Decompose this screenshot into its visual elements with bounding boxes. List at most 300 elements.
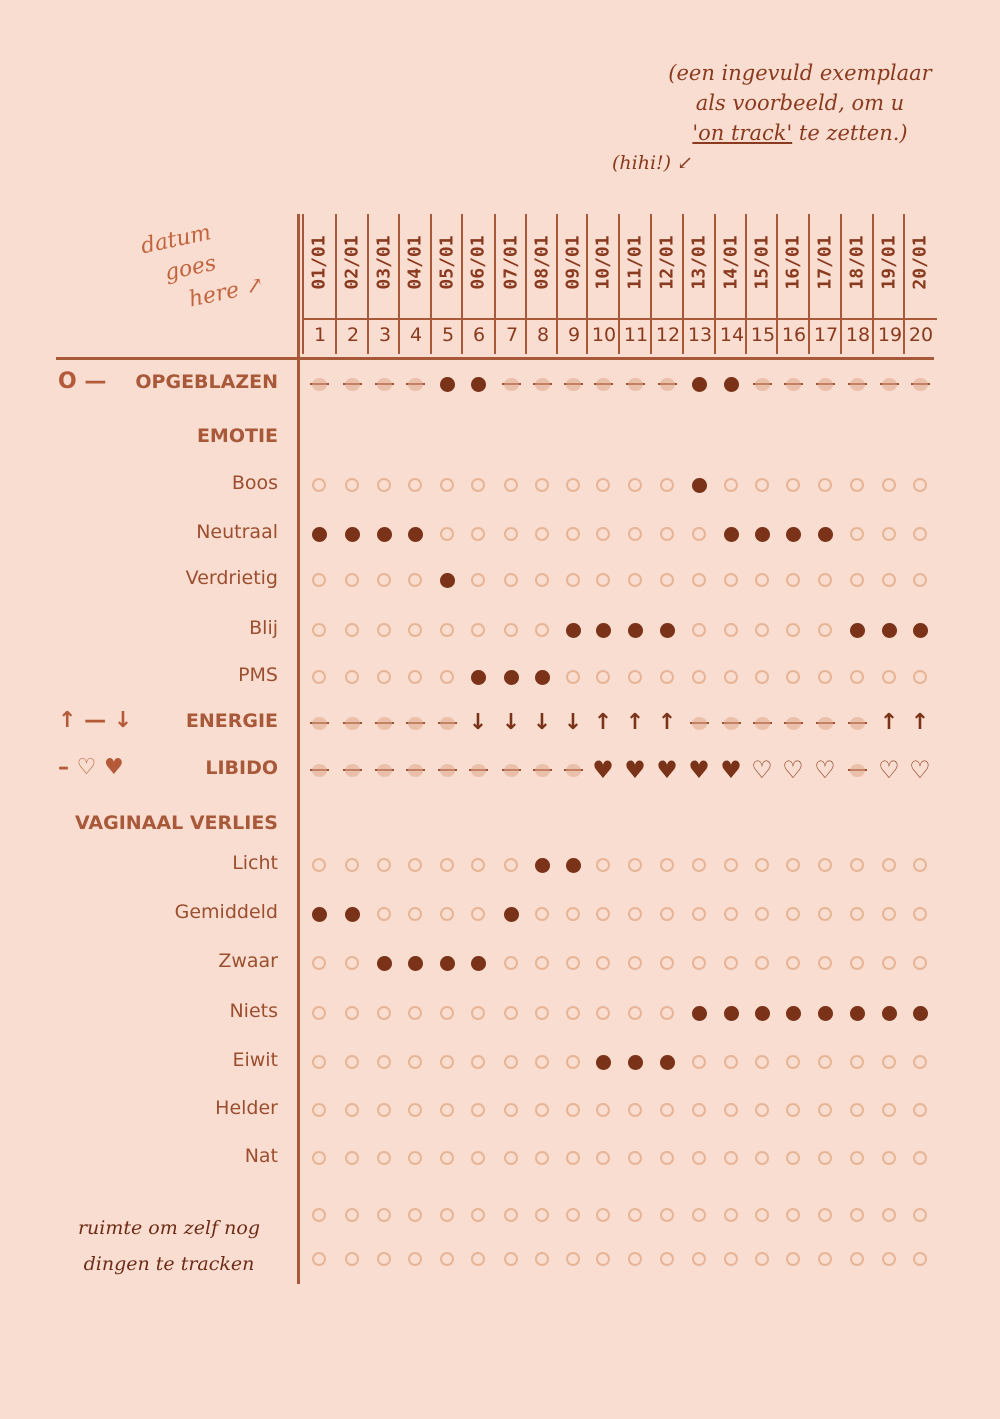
empty-dot-cell[interactable]: [468, 1205, 488, 1225]
empty-dot-cell[interactable]: [563, 904, 583, 924]
empty-dot-cell[interactable]: [532, 1249, 552, 1269]
empty-dot-cell[interactable]: [374, 1148, 394, 1168]
arrow-up-cell[interactable]: [593, 710, 613, 735]
empty-dot-cell[interactable]: [910, 667, 930, 687]
dash-cell[interactable]: [847, 760, 867, 780]
filled-dot-cell[interactable]: [847, 1003, 867, 1023]
empty-dot-cell[interactable]: [689, 570, 709, 590]
empty-dot-cell[interactable]: [879, 1249, 899, 1269]
empty-dot-cell[interactable]: [468, 475, 488, 495]
empty-dot-cell[interactable]: [721, 620, 741, 640]
empty-dot-cell[interactable]: [309, 1205, 329, 1225]
empty-dot-cell[interactable]: [374, 475, 394, 495]
dash-cell[interactable]: [752, 713, 772, 733]
empty-dot-cell[interactable]: [721, 475, 741, 495]
empty-dot-cell[interactable]: [847, 1205, 867, 1225]
empty-dot-cell[interactable]: [847, 1249, 867, 1269]
filled-dot-cell[interactable]: [563, 620, 583, 640]
empty-dot-cell[interactable]: [374, 1205, 394, 1225]
arrow-down-cell[interactable]: [563, 710, 583, 735]
dash-cell[interactable]: [309, 374, 329, 394]
empty-heart-cell[interactable]: [782, 756, 804, 784]
filled-dot-cell[interactable]: [657, 620, 677, 640]
filled-heart-cell[interactable]: [688, 756, 710, 784]
empty-dot-cell[interactable]: [910, 904, 930, 924]
empty-dot-cell[interactable]: [752, 1052, 772, 1072]
filled-dot-cell[interactable]: [625, 620, 645, 640]
empty-dot-cell[interactable]: [468, 1003, 488, 1023]
filled-dot-cell[interactable]: [752, 524, 772, 544]
empty-dot-cell[interactable]: [374, 1003, 394, 1023]
filled-heart-cell[interactable]: [656, 756, 678, 784]
empty-dot-cell[interactable]: [847, 475, 867, 495]
arrow-up-cell[interactable]: [910, 710, 930, 735]
empty-dot-cell[interactable]: [532, 1003, 552, 1023]
empty-dot-cell[interactable]: [657, 904, 677, 924]
filled-dot-cell[interactable]: [847, 620, 867, 640]
empty-dot-cell[interactable]: [593, 1249, 613, 1269]
dash-cell[interactable]: [501, 374, 521, 394]
empty-dot-cell[interactable]: [563, 475, 583, 495]
empty-dot-cell[interactable]: [593, 1003, 613, 1023]
empty-dot-cell[interactable]: [405, 667, 425, 687]
dash-cell[interactable]: [342, 374, 362, 394]
empty-dot-cell[interactable]: [721, 1148, 741, 1168]
empty-dot-cell[interactable]: [532, 570, 552, 590]
dash-cell[interactable]: [815, 713, 835, 733]
empty-dot-cell[interactable]: [657, 475, 677, 495]
empty-dot-cell[interactable]: [879, 667, 899, 687]
empty-dot-cell[interactable]: [309, 570, 329, 590]
empty-dot-cell[interactable]: [879, 1148, 899, 1168]
empty-dot-cell[interactable]: [501, 1249, 521, 1269]
empty-dot-cell[interactable]: [721, 904, 741, 924]
empty-dot-cell[interactable]: [910, 953, 930, 973]
filled-dot-cell[interactable]: [374, 953, 394, 973]
empty-dot-cell[interactable]: [625, 953, 645, 973]
empty-dot-cell[interactable]: [437, 904, 457, 924]
empty-dot-cell[interactable]: [657, 570, 677, 590]
empty-dot-cell[interactable]: [405, 1100, 425, 1120]
empty-dot-cell[interactable]: [752, 855, 772, 875]
filled-dot-cell[interactable]: [437, 570, 457, 590]
empty-dot-cell[interactable]: [783, 667, 803, 687]
empty-dot-cell[interactable]: [721, 1249, 741, 1269]
empty-dot-cell[interactable]: [879, 904, 899, 924]
empty-dot-cell[interactable]: [657, 524, 677, 544]
filled-dot-cell[interactable]: [879, 1003, 899, 1023]
empty-dot-cell[interactable]: [783, 620, 803, 640]
empty-dot-cell[interactable]: [910, 1100, 930, 1120]
dash-cell[interactable]: [563, 760, 583, 780]
empty-dot-cell[interactable]: [847, 1052, 867, 1072]
empty-dot-cell[interactable]: [405, 1249, 425, 1269]
dash-cell[interactable]: [910, 374, 930, 394]
dash-cell[interactable]: [374, 374, 394, 394]
empty-dot-cell[interactable]: [879, 1100, 899, 1120]
empty-dot-cell[interactable]: [689, 1148, 709, 1168]
empty-dot-cell[interactable]: [783, 904, 803, 924]
empty-dot-cell[interactable]: [752, 570, 772, 590]
dash-cell[interactable]: [847, 713, 867, 733]
filled-dot-cell[interactable]: [374, 524, 394, 544]
empty-heart-cell[interactable]: [751, 756, 773, 784]
empty-dot-cell[interactable]: [593, 667, 613, 687]
empty-dot-cell[interactable]: [593, 570, 613, 590]
filled-dot-cell[interactable]: [689, 1003, 709, 1023]
dash-cell[interactable]: [657, 374, 677, 394]
dash-cell[interactable]: [879, 374, 899, 394]
dash-cell[interactable]: [752, 374, 772, 394]
empty-dot-cell[interactable]: [563, 953, 583, 973]
empty-dot-cell[interactable]: [468, 570, 488, 590]
filled-heart-cell[interactable]: [624, 756, 646, 784]
empty-dot-cell[interactable]: [815, 1249, 835, 1269]
empty-dot-cell[interactable]: [752, 475, 772, 495]
empty-dot-cell[interactable]: [815, 1205, 835, 1225]
empty-dot-cell[interactable]: [342, 1003, 362, 1023]
empty-dot-cell[interactable]: [783, 855, 803, 875]
empty-dot-cell[interactable]: [374, 855, 394, 875]
empty-dot-cell[interactable]: [437, 1148, 457, 1168]
empty-dot-cell[interactable]: [689, 953, 709, 973]
empty-dot-cell[interactable]: [374, 667, 394, 687]
filled-dot-cell[interactable]: [405, 953, 425, 973]
dash-cell[interactable]: [405, 374, 425, 394]
empty-dot-cell[interactable]: [563, 1205, 583, 1225]
empty-heart-cell[interactable]: [909, 756, 931, 784]
empty-dot-cell[interactable]: [783, 1249, 803, 1269]
empty-dot-cell[interactable]: [721, 855, 741, 875]
filled-dot-cell[interactable]: [563, 855, 583, 875]
filled-dot-cell[interactable]: [501, 904, 521, 924]
filled-dot-cell[interactable]: [783, 524, 803, 544]
empty-dot-cell[interactable]: [342, 475, 362, 495]
arrow-down-cell[interactable]: [468, 710, 488, 735]
empty-dot-cell[interactable]: [563, 1003, 583, 1023]
empty-dot-cell[interactable]: [910, 524, 930, 544]
empty-dot-cell[interactable]: [689, 1205, 709, 1225]
empty-dot-cell[interactable]: [532, 953, 552, 973]
empty-dot-cell[interactable]: [501, 1052, 521, 1072]
dash-cell[interactable]: [468, 760, 488, 780]
empty-dot-cell[interactable]: [657, 1148, 677, 1168]
filled-dot-cell[interactable]: [815, 1003, 835, 1023]
empty-dot-cell[interactable]: [309, 667, 329, 687]
empty-dot-cell[interactable]: [374, 1100, 394, 1120]
empty-dot-cell[interactable]: [593, 953, 613, 973]
empty-dot-cell[interactable]: [342, 1205, 362, 1225]
empty-dot-cell[interactable]: [879, 475, 899, 495]
empty-dot-cell[interactable]: [593, 855, 613, 875]
empty-dot-cell[interactable]: [721, 570, 741, 590]
empty-dot-cell[interactable]: [405, 855, 425, 875]
empty-dot-cell[interactable]: [879, 855, 899, 875]
empty-dot-cell[interactable]: [783, 1100, 803, 1120]
filled-dot-cell[interactable]: [752, 1003, 772, 1023]
filled-dot-cell[interactable]: [721, 374, 741, 394]
empty-dot-cell[interactable]: [309, 620, 329, 640]
empty-dot-cell[interactable]: [501, 1148, 521, 1168]
empty-dot-cell[interactable]: [532, 1148, 552, 1168]
empty-dot-cell[interactable]: [532, 524, 552, 544]
filled-dot-cell[interactable]: [593, 620, 613, 640]
empty-dot-cell[interactable]: [593, 1205, 613, 1225]
empty-dot-cell[interactable]: [910, 1052, 930, 1072]
empty-dot-cell[interactable]: [342, 1249, 362, 1269]
empty-dot-cell[interactable]: [468, 904, 488, 924]
empty-dot-cell[interactable]: [847, 524, 867, 544]
empty-dot-cell[interactable]: [405, 1003, 425, 1023]
empty-dot-cell[interactable]: [593, 1148, 613, 1168]
empty-dot-cell[interactable]: [625, 524, 645, 544]
empty-dot-cell[interactable]: [309, 1052, 329, 1072]
filled-dot-cell[interactable]: [468, 374, 488, 394]
empty-dot-cell[interactable]: [847, 855, 867, 875]
empty-dot-cell[interactable]: [721, 1100, 741, 1120]
empty-dot-cell[interactable]: [501, 953, 521, 973]
empty-dot-cell[interactable]: [501, 1205, 521, 1225]
empty-dot-cell[interactable]: [752, 904, 772, 924]
empty-dot-cell[interactable]: [405, 1148, 425, 1168]
filled-heart-cell[interactable]: [592, 756, 614, 784]
dash-cell[interactable]: [689, 713, 709, 733]
empty-dot-cell[interactable]: [689, 855, 709, 875]
filled-dot-cell[interactable]: [910, 620, 930, 640]
empty-dot-cell[interactable]: [309, 1003, 329, 1023]
empty-dot-cell[interactable]: [657, 855, 677, 875]
empty-dot-cell[interactable]: [501, 1100, 521, 1120]
dash-cell[interactable]: [721, 713, 741, 733]
empty-dot-cell[interactable]: [815, 570, 835, 590]
empty-dot-cell[interactable]: [405, 570, 425, 590]
empty-dot-cell[interactable]: [437, 855, 457, 875]
empty-dot-cell[interactable]: [468, 1100, 488, 1120]
empty-dot-cell[interactable]: [910, 855, 930, 875]
arrow-down-cell[interactable]: [532, 710, 552, 735]
empty-dot-cell[interactable]: [532, 904, 552, 924]
empty-dot-cell[interactable]: [657, 1249, 677, 1269]
empty-dot-cell[interactable]: [721, 1052, 741, 1072]
empty-dot-cell[interactable]: [437, 524, 457, 544]
filled-dot-cell[interactable]: [721, 1003, 741, 1023]
empty-dot-cell[interactable]: [815, 1052, 835, 1072]
empty-dot-cell[interactable]: [815, 904, 835, 924]
empty-dot-cell[interactable]: [563, 1148, 583, 1168]
empty-dot-cell[interactable]: [342, 570, 362, 590]
empty-dot-cell[interactable]: [437, 475, 457, 495]
filled-dot-cell[interactable]: [783, 1003, 803, 1023]
empty-dot-cell[interactable]: [501, 1003, 521, 1023]
empty-dot-cell[interactable]: [625, 570, 645, 590]
empty-dot-cell[interactable]: [563, 667, 583, 687]
empty-dot-cell[interactable]: [342, 1100, 362, 1120]
empty-dot-cell[interactable]: [815, 1148, 835, 1168]
empty-dot-cell[interactable]: [910, 475, 930, 495]
dash-cell[interactable]: [437, 713, 457, 733]
empty-dot-cell[interactable]: [910, 1148, 930, 1168]
empty-dot-cell[interactable]: [783, 1205, 803, 1225]
empty-dot-cell[interactable]: [532, 1205, 552, 1225]
empty-dot-cell[interactable]: [342, 953, 362, 973]
empty-dot-cell[interactable]: [374, 1052, 394, 1072]
empty-dot-cell[interactable]: [405, 1052, 425, 1072]
empty-dot-cell[interactable]: [657, 1100, 677, 1120]
empty-dot-cell[interactable]: [657, 667, 677, 687]
empty-dot-cell[interactable]: [309, 953, 329, 973]
empty-dot-cell[interactable]: [879, 953, 899, 973]
empty-dot-cell[interactable]: [689, 620, 709, 640]
empty-dot-cell[interactable]: [752, 1205, 772, 1225]
empty-dot-cell[interactable]: [563, 570, 583, 590]
empty-dot-cell[interactable]: [309, 1249, 329, 1269]
filled-dot-cell[interactable]: [342, 904, 362, 924]
empty-dot-cell[interactable]: [532, 475, 552, 495]
empty-dot-cell[interactable]: [783, 953, 803, 973]
empty-heart-cell[interactable]: [814, 756, 836, 784]
empty-dot-cell[interactable]: [374, 904, 394, 924]
empty-dot-cell[interactable]: [563, 524, 583, 544]
empty-dot-cell[interactable]: [405, 620, 425, 640]
empty-dot-cell[interactable]: [342, 1052, 362, 1072]
empty-dot-cell[interactable]: [625, 1205, 645, 1225]
filled-dot-cell[interactable]: [721, 524, 741, 544]
empty-dot-cell[interactable]: [689, 667, 709, 687]
empty-dot-cell[interactable]: [532, 1052, 552, 1072]
empty-dot-cell[interactable]: [405, 475, 425, 495]
empty-dot-cell[interactable]: [752, 1249, 772, 1269]
filled-dot-cell[interactable]: [815, 524, 835, 544]
empty-dot-cell[interactable]: [625, 1100, 645, 1120]
empty-dot-cell[interactable]: [847, 904, 867, 924]
empty-dot-cell[interactable]: [721, 953, 741, 973]
empty-dot-cell[interactable]: [847, 953, 867, 973]
empty-dot-cell[interactable]: [783, 570, 803, 590]
empty-dot-cell[interactable]: [374, 570, 394, 590]
empty-dot-cell[interactable]: [879, 570, 899, 590]
empty-dot-cell[interactable]: [374, 620, 394, 640]
arrow-up-cell[interactable]: [625, 710, 645, 735]
empty-dot-cell[interactable]: [752, 1100, 772, 1120]
empty-dot-cell[interactable]: [625, 667, 645, 687]
dash-cell[interactable]: [783, 713, 803, 733]
empty-dot-cell[interactable]: [468, 1052, 488, 1072]
empty-dot-cell[interactable]: [657, 1205, 677, 1225]
filled-dot-cell[interactable]: [468, 667, 488, 687]
empty-dot-cell[interactable]: [437, 1052, 457, 1072]
empty-dot-cell[interactable]: [721, 1205, 741, 1225]
arrow-down-cell[interactable]: [501, 710, 521, 735]
empty-dot-cell[interactable]: [501, 475, 521, 495]
empty-dot-cell[interactable]: [532, 1100, 552, 1120]
empty-dot-cell[interactable]: [910, 1205, 930, 1225]
empty-dot-cell[interactable]: [847, 667, 867, 687]
empty-dot-cell[interactable]: [815, 620, 835, 640]
dash-cell[interactable]: [501, 760, 521, 780]
empty-dot-cell[interactable]: [879, 524, 899, 544]
dash-cell[interactable]: [532, 374, 552, 394]
empty-dot-cell[interactable]: [501, 524, 521, 544]
filled-dot-cell[interactable]: [468, 953, 488, 973]
filled-dot-cell[interactable]: [437, 374, 457, 394]
filled-dot-cell[interactable]: [532, 667, 552, 687]
empty-dot-cell[interactable]: [437, 620, 457, 640]
empty-dot-cell[interactable]: [815, 953, 835, 973]
empty-dot-cell[interactable]: [468, 1249, 488, 1269]
empty-dot-cell[interactable]: [309, 1100, 329, 1120]
empty-dot-cell[interactable]: [532, 620, 552, 640]
filled-dot-cell[interactable]: [689, 475, 709, 495]
empty-dot-cell[interactable]: [468, 620, 488, 640]
empty-dot-cell[interactable]: [625, 855, 645, 875]
empty-dot-cell[interactable]: [309, 1148, 329, 1168]
empty-dot-cell[interactable]: [625, 1003, 645, 1023]
filled-heart-cell[interactable]: [720, 756, 742, 784]
empty-dot-cell[interactable]: [689, 524, 709, 544]
filled-dot-cell[interactable]: [532, 855, 552, 875]
empty-heart-cell[interactable]: [878, 756, 900, 784]
empty-dot-cell[interactable]: [815, 475, 835, 495]
empty-dot-cell[interactable]: [625, 1249, 645, 1269]
empty-dot-cell[interactable]: [501, 570, 521, 590]
empty-dot-cell[interactable]: [910, 570, 930, 590]
empty-dot-cell[interactable]: [593, 475, 613, 495]
dash-cell[interactable]: [374, 760, 394, 780]
filled-dot-cell[interactable]: [309, 904, 329, 924]
empty-dot-cell[interactable]: [689, 1249, 709, 1269]
empty-dot-cell[interactable]: [689, 904, 709, 924]
dash-cell[interactable]: [847, 374, 867, 394]
empty-dot-cell[interactable]: [309, 855, 329, 875]
empty-dot-cell[interactable]: [501, 855, 521, 875]
empty-dot-cell[interactable]: [342, 620, 362, 640]
filled-dot-cell[interactable]: [405, 524, 425, 544]
empty-dot-cell[interactable]: [657, 1003, 677, 1023]
dash-cell[interactable]: [309, 713, 329, 733]
empty-dot-cell[interactable]: [374, 1249, 394, 1269]
empty-dot-cell[interactable]: [468, 524, 488, 544]
dash-cell[interactable]: [563, 374, 583, 394]
empty-dot-cell[interactable]: [563, 1052, 583, 1072]
filled-dot-cell[interactable]: [689, 374, 709, 394]
empty-dot-cell[interactable]: [721, 667, 741, 687]
empty-dot-cell[interactable]: [625, 1148, 645, 1168]
filled-dot-cell[interactable]: [593, 1052, 613, 1072]
empty-dot-cell[interactable]: [563, 1100, 583, 1120]
empty-dot-cell[interactable]: [437, 1003, 457, 1023]
empty-dot-cell[interactable]: [625, 904, 645, 924]
empty-dot-cell[interactable]: [910, 1249, 930, 1269]
empty-dot-cell[interactable]: [847, 570, 867, 590]
empty-dot-cell[interactable]: [752, 620, 772, 640]
empty-dot-cell[interactable]: [847, 1100, 867, 1120]
empty-dot-cell[interactable]: [752, 1148, 772, 1168]
dash-cell[interactable]: [342, 713, 362, 733]
empty-dot-cell[interactable]: [593, 904, 613, 924]
empty-dot-cell[interactable]: [593, 1100, 613, 1120]
empty-dot-cell[interactable]: [405, 904, 425, 924]
dash-cell[interactable]: [437, 760, 457, 780]
empty-dot-cell[interactable]: [437, 1249, 457, 1269]
empty-dot-cell[interactable]: [783, 1148, 803, 1168]
empty-dot-cell[interactable]: [815, 1100, 835, 1120]
empty-dot-cell[interactable]: [847, 1148, 867, 1168]
dash-cell[interactable]: [405, 713, 425, 733]
dash-cell[interactable]: [405, 760, 425, 780]
filled-dot-cell[interactable]: [342, 524, 362, 544]
filled-dot-cell[interactable]: [657, 1052, 677, 1072]
empty-dot-cell[interactable]: [468, 1148, 488, 1168]
